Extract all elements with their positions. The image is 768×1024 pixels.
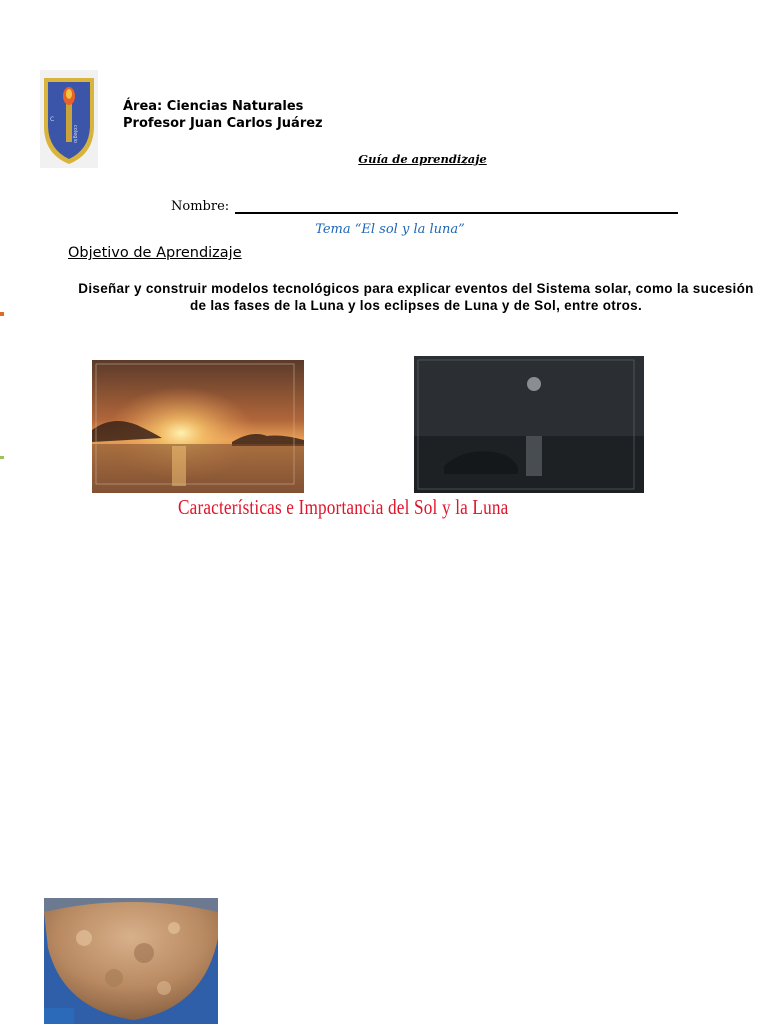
subject-area: Área: Ciencias Naturales: [123, 99, 304, 114]
topic-title: Tema “El sol y la luna”: [315, 222, 465, 237]
header-info: [123, 98, 323, 132]
name-label: Nombre:: [171, 199, 230, 214]
teacher-name: Profesor Juan Carlos Juárez: [123, 116, 323, 131]
name-blank-line[interactable]: [235, 200, 678, 214]
section-heading: Características e Importancia del Sol y la Luna: [178, 495, 509, 519]
guide-title: Guía de aprendizaje: [358, 152, 487, 166]
moon-surface-photo: [44, 898, 218, 1024]
moon-over-sea-photo: [414, 356, 644, 493]
objective-heading: Objetivo de Aprendizaje: [68, 245, 242, 261]
objective-text: Diseñar y construir modelos tecnológicos para explicar eventos del Sistema solar, como la sucesión de las fases de la Luna y los eclipses de Luna y de Sol, entre otros.: [78, 281, 754, 313]
svg-text:colegio: colegio: [72, 125, 78, 143]
svg-text:C: C: [50, 116, 55, 123]
margin-mark: [0, 456, 4, 459]
margin-mark: [0, 312, 4, 316]
name-row: [171, 199, 678, 214]
sunset-over-sea-photo: [92, 360, 304, 493]
